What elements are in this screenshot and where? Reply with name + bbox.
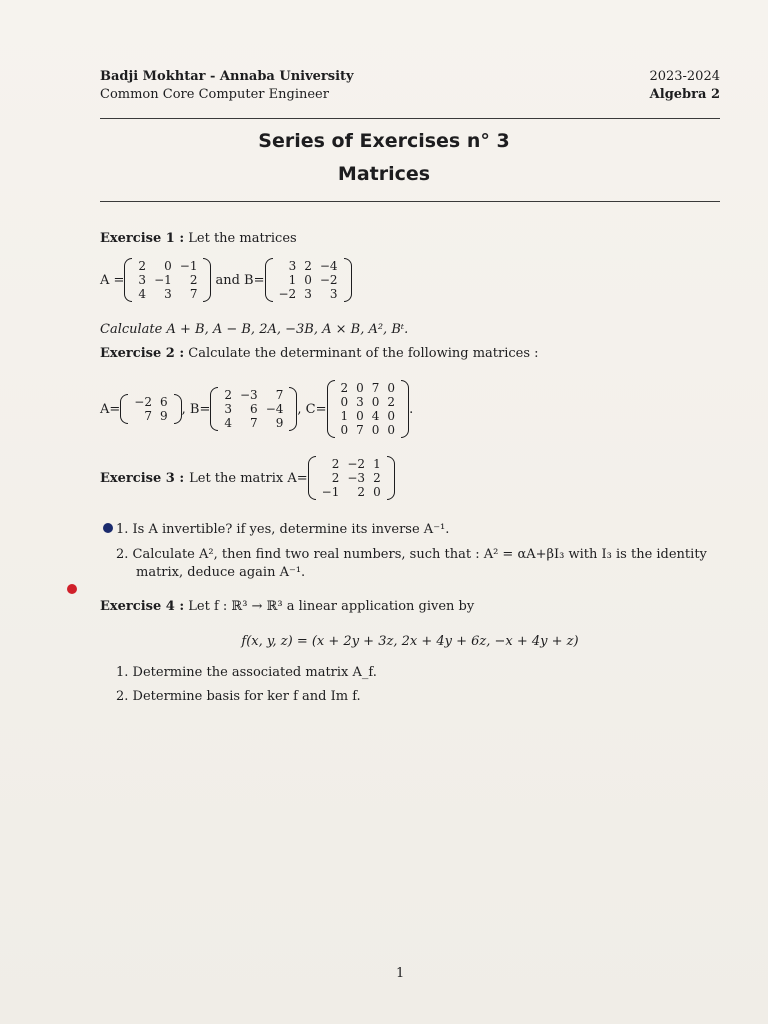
university-name: Badji Mokhtar - Annaba University — [100, 69, 354, 84]
det-matrix-b-cell: 6 — [250, 402, 258, 416]
matrix-b-right-paren — [344, 258, 352, 302]
det-matrix-c-row — [337, 395, 400, 409]
det-matrix-c-right-paren — [401, 380, 409, 438]
matrix-a-row — [134, 259, 201, 273]
det-end-period: . — [409, 401, 414, 417]
det-matrix-a-cell: 6 — [159, 395, 168, 409]
matrix-a-cell: 3 — [164, 287, 172, 301]
matrix-a-label: A = — [100, 272, 125, 288]
det-matrix-b-cell: 7 — [250, 416, 258, 430]
exercise-3-matrix-cell: −1 — [321, 485, 340, 499]
exercise-2-matrices — [100, 380, 413, 438]
det-matrix-b-row — [220, 402, 287, 416]
exercise-1-heading — [100, 230, 297, 248]
page-number: 1 — [396, 966, 405, 981]
exercise-3-matrix-cell: 0 — [373, 485, 381, 499]
matrix-b-row — [275, 287, 342, 301]
matrix-b-row — [275, 273, 342, 287]
det-matrix-a-grid — [130, 395, 171, 423]
matrix-a-cell: 3 — [138, 273, 147, 287]
exercise-3-matrix-row — [318, 485, 385, 499]
series-title: Series of Exercises n° 3 — [258, 130, 510, 152]
exercise-3-matrix-row — [318, 457, 385, 471]
det-matrix-b-cell: 4 — [224, 416, 232, 430]
matrix-b-cell: 1 — [288, 273, 297, 287]
det-matrix-c-cell: 0 — [340, 423, 349, 437]
matrix-b-cell: −2 — [319, 273, 338, 287]
matrix-a-grid — [134, 259, 201, 301]
det-matrix-c-row — [337, 381, 400, 395]
det-matrix-a-cell: 7 — [144, 409, 152, 423]
matrix-b-row — [275, 259, 342, 273]
exercise-4-heading — [100, 598, 474, 616]
det-matrix-b-cell: −4 — [265, 402, 284, 416]
academic-year: 2023-2024 — [649, 69, 720, 84]
matrix-a-row — [134, 287, 201, 301]
exercise-1-label: Exercise 1 : — [100, 231, 185, 246]
det-matrix-c — [327, 380, 410, 438]
matrix-b-cell: −2 — [278, 287, 297, 301]
det-matrix-c-cell: 1 — [340, 409, 349, 423]
exercise-3-matrix-row — [318, 471, 385, 485]
exercise-2-label: Exercise 2 : — [100, 346, 185, 361]
matrix-a-cell: 2 — [189, 273, 198, 287]
exercise-2-intro: Calculate the determinant of the following matrices : — [188, 346, 539, 361]
det-matrix-b-row — [220, 416, 287, 430]
det-matrix-c-cell: 0 — [371, 395, 380, 409]
exercise-3-matrix-cell: 2 — [331, 471, 340, 485]
matrix-a-cell: 7 — [189, 287, 198, 301]
det-matrix-b-cell: 9 — [275, 416, 284, 430]
matrix-a-cell: −1 — [154, 273, 172, 287]
det-matrix-c-cell: 2 — [340, 381, 349, 395]
exercise-3-matrix-cell: 1 — [373, 457, 381, 471]
det-matrix-a-row — [130, 395, 171, 409]
det-b-label: , B= — [181, 401, 211, 417]
exercise-3-matrix — [308, 456, 395, 500]
exercise-3-intro: Let the matrix A= — [189, 470, 308, 486]
det-matrix-c-left-paren — [327, 380, 335, 438]
and-b-label: and B= — [215, 272, 265, 288]
exercise-1-calculation: Calculate A + B, A − B, 2A, −3B, A × B, A², Bᵗ. — [100, 322, 409, 337]
exercise-2-heading — [100, 345, 539, 363]
exercise-4-intro: Let f : ℝ³ → ℝ³ a linear application given by — [188, 599, 475, 614]
blue-ink-dot — [103, 523, 113, 533]
matrix-b-cell: 3 — [304, 287, 312, 301]
matrix-b-cell: 3 — [329, 287, 338, 301]
det-c-label: , C= — [297, 401, 327, 417]
det-matrix-c-cell: 0 — [356, 409, 364, 423]
matrix-a — [124, 258, 211, 302]
exercise-1-matrices — [100, 258, 352, 302]
det-matrix-b-row — [220, 388, 287, 402]
matrix-b-cell: 2 — [304, 259, 312, 273]
det-matrix-c-cell: 0 — [387, 423, 396, 437]
det-matrix-c-cell: 0 — [387, 409, 396, 423]
exercise-3-matrix-right-paren — [387, 456, 395, 500]
exercise-3-heading — [100, 456, 395, 500]
linear-map-formula: f(x, y, z) = (x + 2y + 3z, 2x + 4y + 6z, −x + 4y + z) — [241, 634, 579, 649]
det-matrix-c-cell: 4 — [371, 409, 380, 423]
det-matrix-a-cell: 9 — [159, 409, 168, 423]
header-rule — [100, 118, 720, 119]
matrix-b-cell: 3 — [288, 259, 297, 273]
det-matrix-b-cell: 7 — [275, 388, 284, 402]
matrix-b — [265, 258, 352, 302]
matrix-a-cell: 0 — [164, 259, 172, 273]
exercise-4-item-2: 2. Determine basis for ker f and Im f. — [116, 689, 361, 704]
det-matrix-c-row — [337, 423, 400, 437]
red-ink-dot — [67, 584, 77, 594]
matrix-b-cell: −4 — [319, 259, 338, 273]
det-matrix-b-grid — [220, 388, 287, 430]
exercise-3-item-2: 2. Calculate A², then find two real numbers, such that : A² = αA+βI₃ with I₃ is the identity — [116, 547, 707, 562]
det-matrix-c-cell: 3 — [356, 395, 364, 409]
matrix-a-cell: −1 — [179, 259, 198, 273]
exercise-3-item-2-continued: matrix, deduce again A⁻¹. — [136, 565, 306, 580]
exercise-3-matrix-cell: −2 — [347, 457, 366, 471]
exercise-3-label: Exercise 3 : — [100, 470, 185, 486]
det-matrix-c-cell: 0 — [340, 395, 349, 409]
det-matrix-c-cell: 7 — [371, 381, 380, 395]
det-matrix-c-cell: 2 — [387, 395, 396, 409]
det-matrix-c-cell: 7 — [356, 423, 364, 437]
matrix-a-cell: 2 — [138, 259, 147, 273]
det-matrix-c-grid — [337, 381, 400, 437]
det-matrix-a-row — [130, 409, 171, 423]
exercise-4-item-1: 1. Determine the associated matrix A_f. — [116, 665, 377, 680]
det-matrix-b — [210, 387, 297, 431]
program-name: Common Core Computer Engineer — [100, 87, 329, 102]
det-matrix-b-cell: 2 — [224, 388, 232, 402]
exercise-3-matrix-cell: 2 — [357, 485, 366, 499]
det-matrix-c-cell: 0 — [371, 423, 380, 437]
exercise-3-matrix-left-paren — [308, 456, 316, 500]
exercise-4-label: Exercise 4 : — [100, 599, 185, 614]
exercise-3-matrix-cell: −3 — [347, 471, 366, 485]
topic-title: Matrices — [337, 163, 431, 185]
matrix-a-row — [134, 273, 201, 287]
det-matrix-b-left-paren — [210, 387, 218, 431]
det-matrix-a-left-paren — [120, 394, 128, 424]
matrix-a-cell: 4 — [138, 287, 147, 301]
det-matrix-b-right-paren — [289, 387, 297, 431]
exercise-3-item-1: 1. Is A invertible? if yes, determine its inverse A⁻¹. — [116, 522, 450, 537]
det-matrix-a-cell: −2 — [134, 395, 152, 409]
title-rule — [100, 201, 720, 202]
exercise-3-matrix-cell: 2 — [331, 457, 340, 471]
exercise-3-matrix-grid — [318, 457, 385, 499]
matrix-a-right-paren — [203, 258, 211, 302]
course-name: Algebra 2 — [649, 87, 720, 102]
det-matrix-c-row — [337, 409, 400, 423]
det-matrix-b-cell: 3 — [224, 402, 232, 416]
det-matrix-c-cell: 0 — [356, 381, 364, 395]
matrix-b-cell: 0 — [304, 273, 312, 287]
exercise-1-intro: Let the matrices — [188, 231, 297, 246]
matrix-a-left-paren — [124, 258, 132, 302]
matrix-b-left-paren — [265, 258, 273, 302]
matrix-b-grid — [275, 259, 342, 301]
det-matrix-a — [120, 394, 181, 424]
det-a-label: A= — [100, 401, 121, 417]
det-matrix-b-cell: −3 — [239, 388, 258, 402]
det-matrix-a-right-paren — [174, 394, 182, 424]
det-matrix-c-cell: 0 — [387, 381, 396, 395]
exercise-3-matrix-cell: 2 — [373, 471, 381, 485]
